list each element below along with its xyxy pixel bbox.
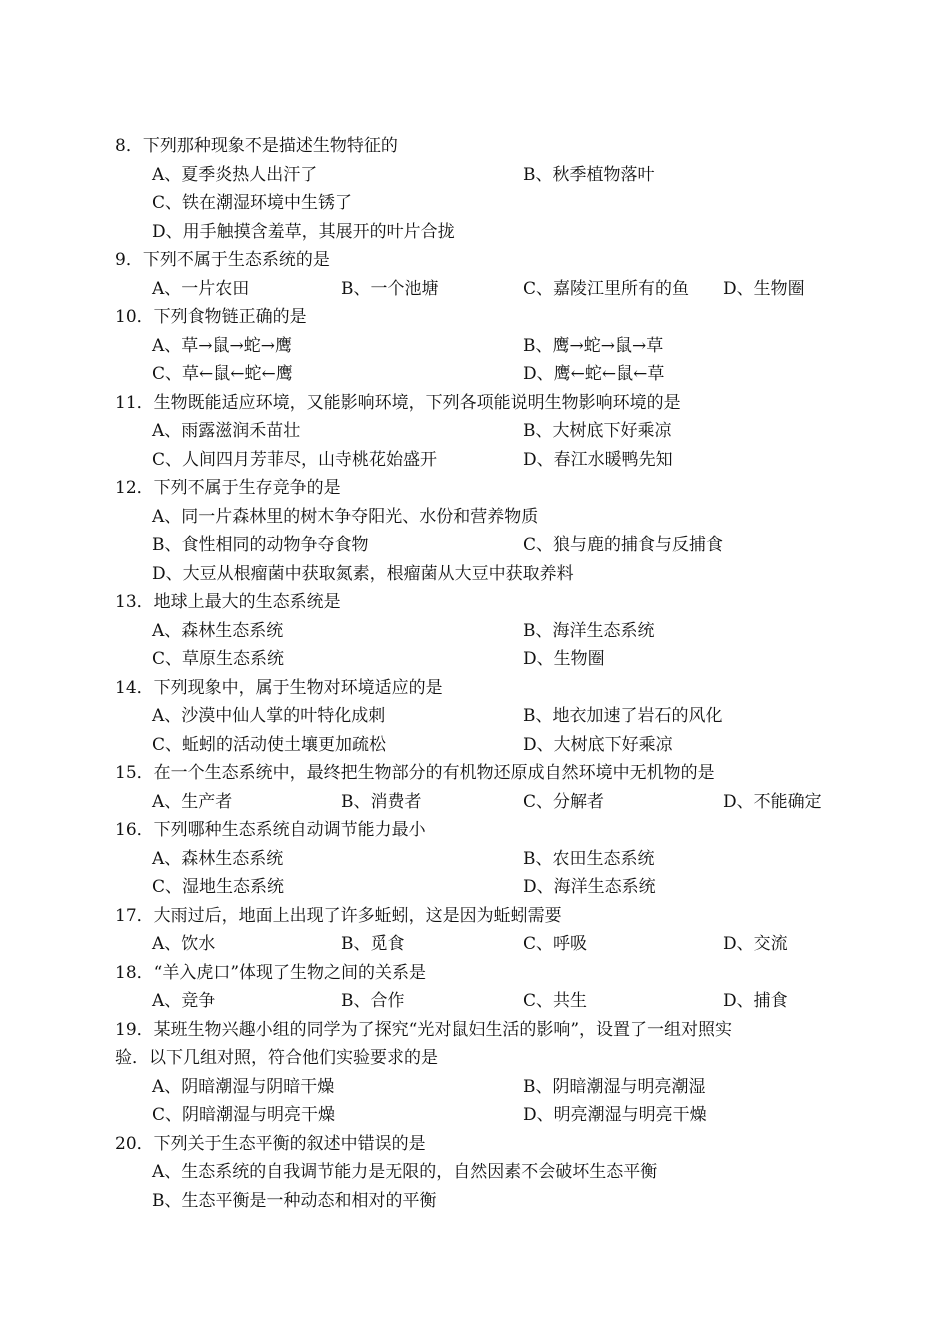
answer-option: B、生态平衡是一种动态和相对的平衡	[152, 1190, 437, 1211]
answer-option: B、合作	[341, 991, 405, 1011]
answer-option: D、生物圈	[723, 278, 805, 299]
answer-option: B、秋季植物落叶	[523, 164, 655, 185]
answer-option: C、阴暗潮湿与明亮干燥	[152, 1105, 336, 1125]
answer-option: A、一片农田	[152, 278, 250, 299]
answer-option: A、阴暗潮湿与阴暗干燥	[152, 1076, 335, 1097]
option-row	[115, 503, 845, 532]
answer-option: C、蚯蚓的活动使土壤更加疏松	[152, 734, 387, 755]
question-stem: 16．下列哪种生态系统自动调节能力最小	[115, 820, 426, 840]
question-stem: 20．下列关于生态平衡的叙述中错误的是	[115, 1133, 426, 1154]
answer-option: A、夏季炎热人出汗了	[152, 164, 318, 185]
question-stem: 18．“羊入虎口”体现了生物之间的关系是	[115, 962, 427, 983]
option-row	[115, 360, 845, 389]
option-row	[115, 531, 845, 560]
answer-option: D、海洋生态系统	[523, 877, 656, 897]
answer-option: D、大树底下好乘凉	[523, 734, 673, 755]
option-row	[115, 617, 845, 646]
answer-option: D、生物圈	[523, 649, 605, 669]
answer-option: C、嘉陵江里所有的鱼	[523, 278, 690, 299]
option-row	[115, 1158, 845, 1187]
option-row	[115, 845, 845, 874]
answer-option: B、大树底下好乘凉	[523, 421, 672, 441]
answer-option: B、农田生态系统	[523, 848, 655, 869]
answer-option: A、森林生态系统	[152, 848, 284, 869]
answer-option: B、阴暗潮湿与明亮潮湿	[523, 1076, 706, 1097]
answer-option: D、鹰←蛇←鼠←草	[523, 364, 665, 384]
answer-option: A、雨露滋润禾苗壮	[152, 421, 301, 441]
answer-option: C、狼与鹿的捕食与反捕食	[523, 535, 724, 555]
option-row	[115, 446, 845, 475]
option-row	[115, 218, 845, 247]
answer-option: A、沙漠中仙人掌的叶特化成刺	[152, 706, 386, 726]
option-row	[115, 788, 845, 817]
question-stem: 12．下列不属于生存竞争的是	[115, 478, 341, 498]
option-row	[115, 731, 845, 760]
question-list	[115, 132, 845, 1215]
answer-option: B、觅食	[341, 934, 405, 954]
answer-option: A、森林生态系统	[152, 620, 284, 641]
option-row	[115, 417, 845, 446]
question-stem: 17．大雨过后，地面上出现了许多蚯蚓，这是因为蚯蚓需要	[115, 905, 562, 926]
answer-option: A、饮水	[152, 934, 216, 954]
answer-option: B、食性相同的动物争夺食物	[152, 535, 369, 555]
answer-option: C、铁在潮湿环境中生锈了	[152, 193, 353, 213]
answer-option: B、海洋生态系统	[523, 620, 655, 641]
answer-option: A、竞争	[152, 991, 216, 1011]
answer-option: C、分解者	[523, 791, 605, 812]
answer-option: C、湿地生态系统	[152, 877, 285, 897]
answer-option: D、用手触摸含羞草，其展开的叶片合拢	[152, 221, 455, 242]
option-row	[115, 702, 845, 731]
answer-option: D、交流	[723, 934, 788, 954]
option-row	[115, 161, 845, 190]
question-stem: 15．在一个生态系统中，最终把生物部分的有机物还原成自然环境中无机物的是	[115, 763, 715, 783]
answer-option: C、呼吸	[523, 934, 588, 954]
answer-option: C、草←鼠←蛇←鹰	[152, 364, 293, 384]
question-stem: 9．下列不属于生态系统的是	[115, 250, 330, 270]
answer-option: D、不能确定	[723, 791, 822, 812]
question-stem: 13．地球上最大的生态系统是	[115, 592, 341, 612]
answer-option: A、生态系统的自我调节能力是无限的，自然因素不会破坏生态平衡	[152, 1162, 658, 1182]
option-row	[115, 645, 845, 674]
answer-option: B、地衣加速了岩石的风化	[523, 706, 723, 726]
option-row	[115, 987, 845, 1016]
answer-option: B、鹰→蛇→鼠→草	[523, 335, 664, 356]
answer-option: C、共生	[523, 991, 588, 1011]
option-row	[115, 873, 845, 902]
answer-option: D、大豆从根瘤菌中获取氮素，根瘤菌从大豆中获取养料	[152, 563, 574, 584]
answer-option: B、一个池塘	[341, 278, 439, 299]
answer-option: B、消费者	[341, 791, 422, 812]
question-stem: 11．生物既能适应环境，又能影响环境，下列各项能说明生物影响环境的是	[115, 392, 681, 413]
answer-option: C、人间四月芳菲尽，山寺桃花始盛开	[152, 449, 438, 470]
answer-option: D、捕食	[723, 991, 788, 1011]
option-row	[115, 930, 845, 959]
answer-option: D、明亮潮湿与明亮干燥	[523, 1105, 707, 1125]
question-stem: 14．下列现象中，属于生物对环境适应的是	[115, 677, 443, 698]
option-row	[115, 275, 845, 304]
answer-option: C、草原生态系统	[152, 649, 285, 669]
question-stem: 8．下列那种现象不是描述生物特征的	[115, 136, 398, 156]
option-row	[115, 560, 845, 589]
answer-option: A、生产者	[152, 791, 233, 812]
answer-option: A、草→鼠→蛇→鹰	[152, 335, 293, 356]
answer-option: D、春江水暖鸭先知	[523, 449, 673, 470]
option-row	[115, 1101, 845, 1130]
option-row	[115, 332, 845, 361]
question-stem: 19．某班生物兴趣小组的同学为了探究“光对鼠妇生活的影响”，设置了一组对照实	[115, 1019, 733, 1040]
option-row	[115, 1073, 845, 1102]
option-row	[115, 1187, 845, 1216]
question-stem: 10．下列食物链正确的是	[115, 307, 307, 327]
option-row	[115, 189, 845, 218]
answer-option: A、同一片森林里的树木争夺阳光、水份和营养物质	[152, 506, 539, 527]
question-stem-continued: 验．以下几组对照，符合他们实验要求的是	[115, 1048, 438, 1068]
